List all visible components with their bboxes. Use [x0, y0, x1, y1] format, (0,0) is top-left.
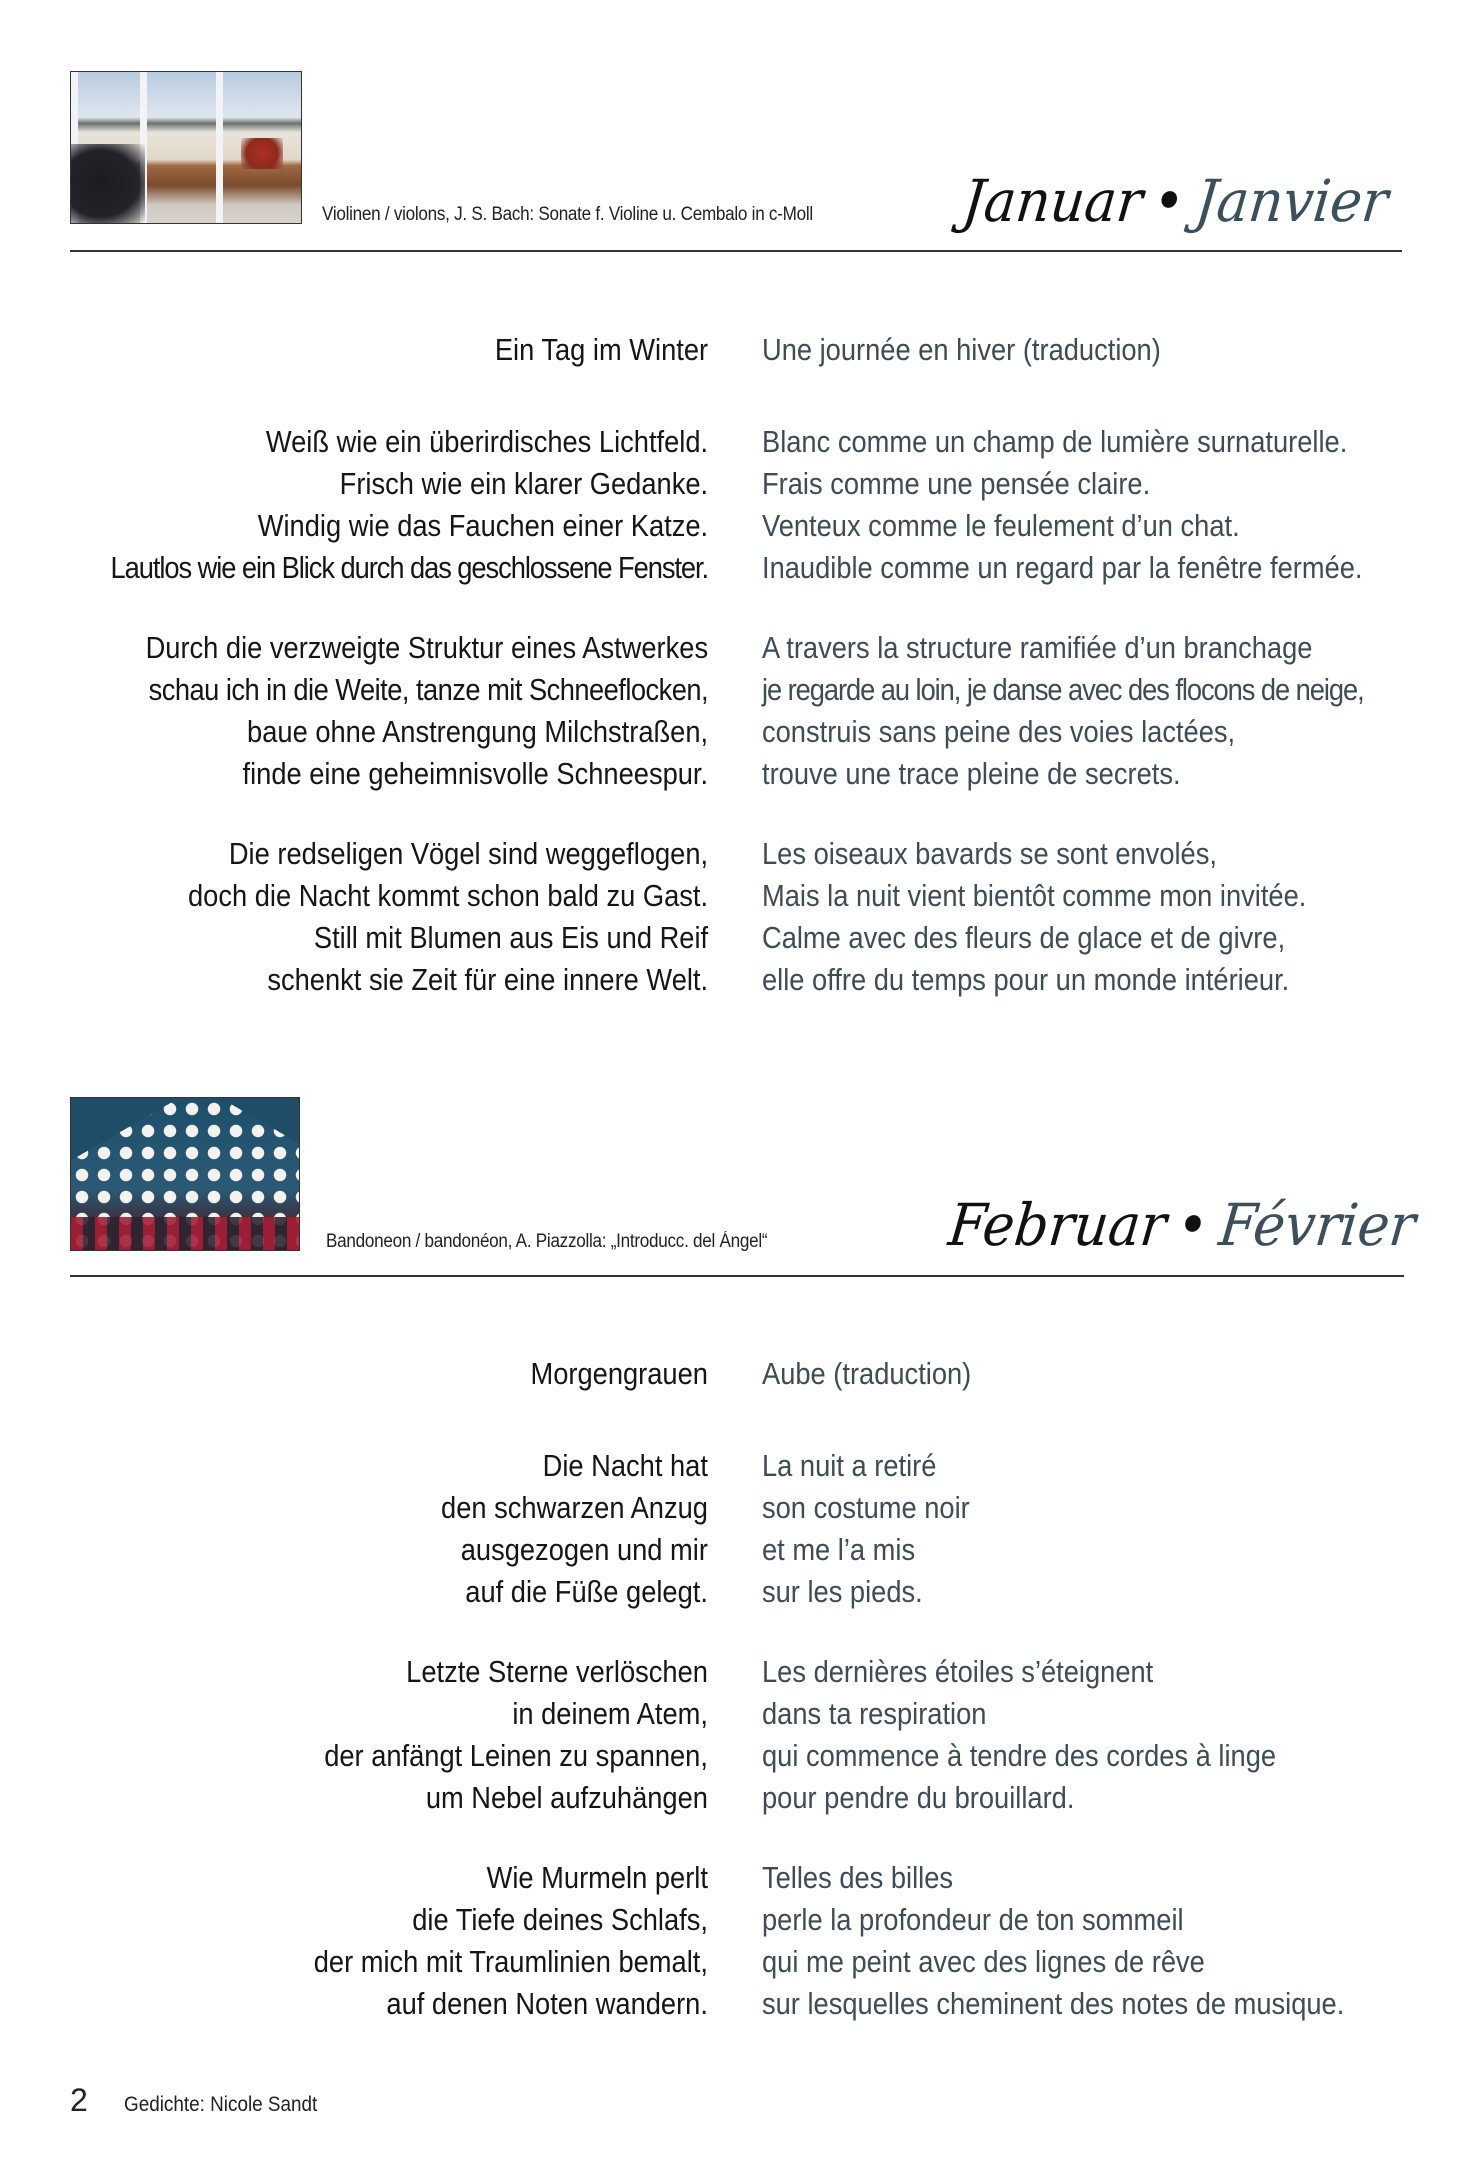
- poem-line: Telles des billes: [762, 1860, 954, 1895]
- poem-line: Lautlos wie ein Blick durch das geschlossene Fenster.: [110, 550, 708, 585]
- poem-line: um Nebel aufzuhängen: [425, 1780, 708, 1815]
- poem-french: [762, 329, 1364, 1001]
- poem-german: [314, 1353, 708, 2025]
- month-title-de: Januar: [959, 167, 1146, 235]
- stanza: [762, 627, 1364, 795]
- poem-line: ausgezogen und mir: [460, 1532, 708, 1567]
- stanza: [762, 421, 1364, 589]
- bellows-stripes: [71, 1217, 299, 1250]
- month-title-de: Februar: [945, 1191, 1170, 1259]
- poem-line: son costume noir: [762, 1490, 970, 1525]
- stanza: [762, 1651, 1344, 1819]
- stanza: [110, 627, 708, 795]
- poem-title-fr: Une journée en hiver (traduction): [762, 332, 1161, 367]
- poem-line: perle la profondeur de ton sommeil: [762, 1902, 1184, 1937]
- poem-line: sur les pieds.: [762, 1574, 923, 1609]
- bandoneon-photo: [70, 1097, 300, 1251]
- poem-line: auf denen Noten wandern.: [386, 1986, 708, 2021]
- poem-line: trouve une trace pleine de secrets.: [762, 756, 1181, 791]
- violin-shape: [71, 144, 145, 223]
- poem-line: Weiß wie ein überirdisches Lichtfeld.: [265, 424, 708, 459]
- poem-line: Frais comme une pensée claire.: [762, 466, 1151, 501]
- poem-line: Still mit Blumen aus Eis und Reif: [313, 920, 708, 955]
- page-number: 2: [70, 2082, 88, 2118]
- header-divider: [70, 1275, 1404, 1277]
- poem-line: dans ta respiration: [762, 1696, 987, 1731]
- poem-line: construis sans peine des voies lactées,: [762, 714, 1236, 749]
- red-object: [241, 138, 282, 168]
- poem-title-fr: Aube (traduction): [762, 1356, 972, 1391]
- month-title-fr: Février: [1216, 1191, 1419, 1259]
- poem-line: Letzte Sterne verlöschen: [406, 1654, 708, 1689]
- stanza: [762, 1857, 1344, 2025]
- month-title: [959, 167, 1392, 235]
- poem-line: doch die Nacht kommt schon bald zu Gast.: [187, 878, 709, 913]
- stanza: [314, 1445, 708, 1613]
- poem-line: sur lesquelles cheminent des notes de musique.: [762, 1986, 1345, 2021]
- poem-line: La nuit a retiré: [762, 1448, 937, 1483]
- poem-line: Die redseligen Vögel sind weggeflogen,: [228, 836, 709, 871]
- poem-line: baue ohne Anstrengung Milchstraßen,: [246, 714, 708, 749]
- poem-line: qui commence à tendre des cordes à linge: [762, 1738, 1277, 1773]
- poem-line: Wie Murmeln perlt: [486, 1860, 708, 1895]
- poem-line: Mais la nuit vient bientôt comme mon invitée.: [762, 878, 1307, 913]
- month-title-fr: Janvier: [1192, 167, 1392, 235]
- month-title: [945, 1191, 1419, 1259]
- poem-french: [762, 1353, 1344, 2025]
- poem-line: die Tiefe deines Schlafs,: [412, 1902, 708, 1937]
- poem-line: et me l’a mis: [762, 1532, 916, 1567]
- title-separator: •: [1149, 167, 1189, 235]
- poem-line: Inaudible comme un regard par la fenêtre fermée.: [762, 550, 1363, 585]
- poem-line: qui me peint avec des lignes de rêve: [762, 1944, 1205, 1979]
- poem-line: je regarde au loin, je danse avec des flocons de neige,: [762, 672, 1364, 707]
- stanza: [110, 421, 708, 589]
- poem-line: pour pendre du brouillard.: [762, 1780, 1075, 1815]
- poem-line: A travers la structure ramifiée d’un branchage: [762, 630, 1313, 665]
- poem-line: elle offre du temps pour un monde intérieur.: [762, 962, 1290, 997]
- poem-title-de: Morgengrauen: [530, 1356, 708, 1391]
- title-separator: •: [1173, 1191, 1213, 1259]
- poem-line: Les dernières étoiles s’éteignent: [762, 1654, 1154, 1689]
- poem-line: Die Nacht hat: [542, 1448, 708, 1483]
- header-divider: [70, 250, 1402, 252]
- poem-line: der mich mit Traumlinien bemalt,: [313, 1944, 708, 1979]
- poem-line: Windig wie das Fauchen einer Katze.: [257, 508, 708, 543]
- poem-line: den schwarzen Anzug: [441, 1490, 708, 1525]
- music-caption: Bandoneon / bandonéon, A. Piazzolla: „Introducc. del Ángel“: [326, 1231, 768, 1252]
- poem-title-de: Ein Tag im Winter: [494, 332, 708, 367]
- stanza: [314, 1651, 708, 1819]
- poem-line: schenkt sie Zeit für eine innere Welt.: [267, 962, 708, 997]
- stanza: [762, 1445, 1344, 1613]
- violins-photo: [70, 71, 302, 224]
- poem-line: in deinem Atem,: [512, 1696, 708, 1731]
- stanza: [314, 1857, 708, 2025]
- stanza: [762, 833, 1364, 1001]
- poem-line: der anfängt Leinen zu spannen,: [324, 1738, 708, 1773]
- stanza: [110, 833, 708, 1001]
- author-credit: Gedichte: Nicole Sandt: [123, 2093, 318, 2116]
- poem-line: Calme avec des fleurs de glace et de givre,: [762, 920, 1286, 955]
- poem-line: schau ich in die Weite, tanze mit Schneeflocken,: [148, 672, 709, 707]
- poem-line: Frisch wie ein klarer Gedanke.: [339, 466, 708, 501]
- poem-line: Blanc comme un champ de lumière surnaturelle.: [762, 424, 1348, 459]
- page-footer: [70, 2082, 339, 2119]
- poem-line: Les oiseaux bavards se sont envolés,: [762, 836, 1217, 871]
- poem-line: Venteux comme le feulement d’un chat.: [762, 508, 1240, 543]
- poem-line: finde eine geheimnisvolle Schneespur.: [242, 756, 709, 791]
- music-caption: Violinen / violons, J. S. Bach: Sonate f. Violine u. Cembalo in c-Moll: [322, 204, 813, 225]
- poem-german: [110, 329, 708, 1001]
- poem-line: auf die Füße gelegt.: [465, 1574, 708, 1609]
- poem-line: Durch die verzweigte Struktur eines Astwerkes: [145, 630, 708, 665]
